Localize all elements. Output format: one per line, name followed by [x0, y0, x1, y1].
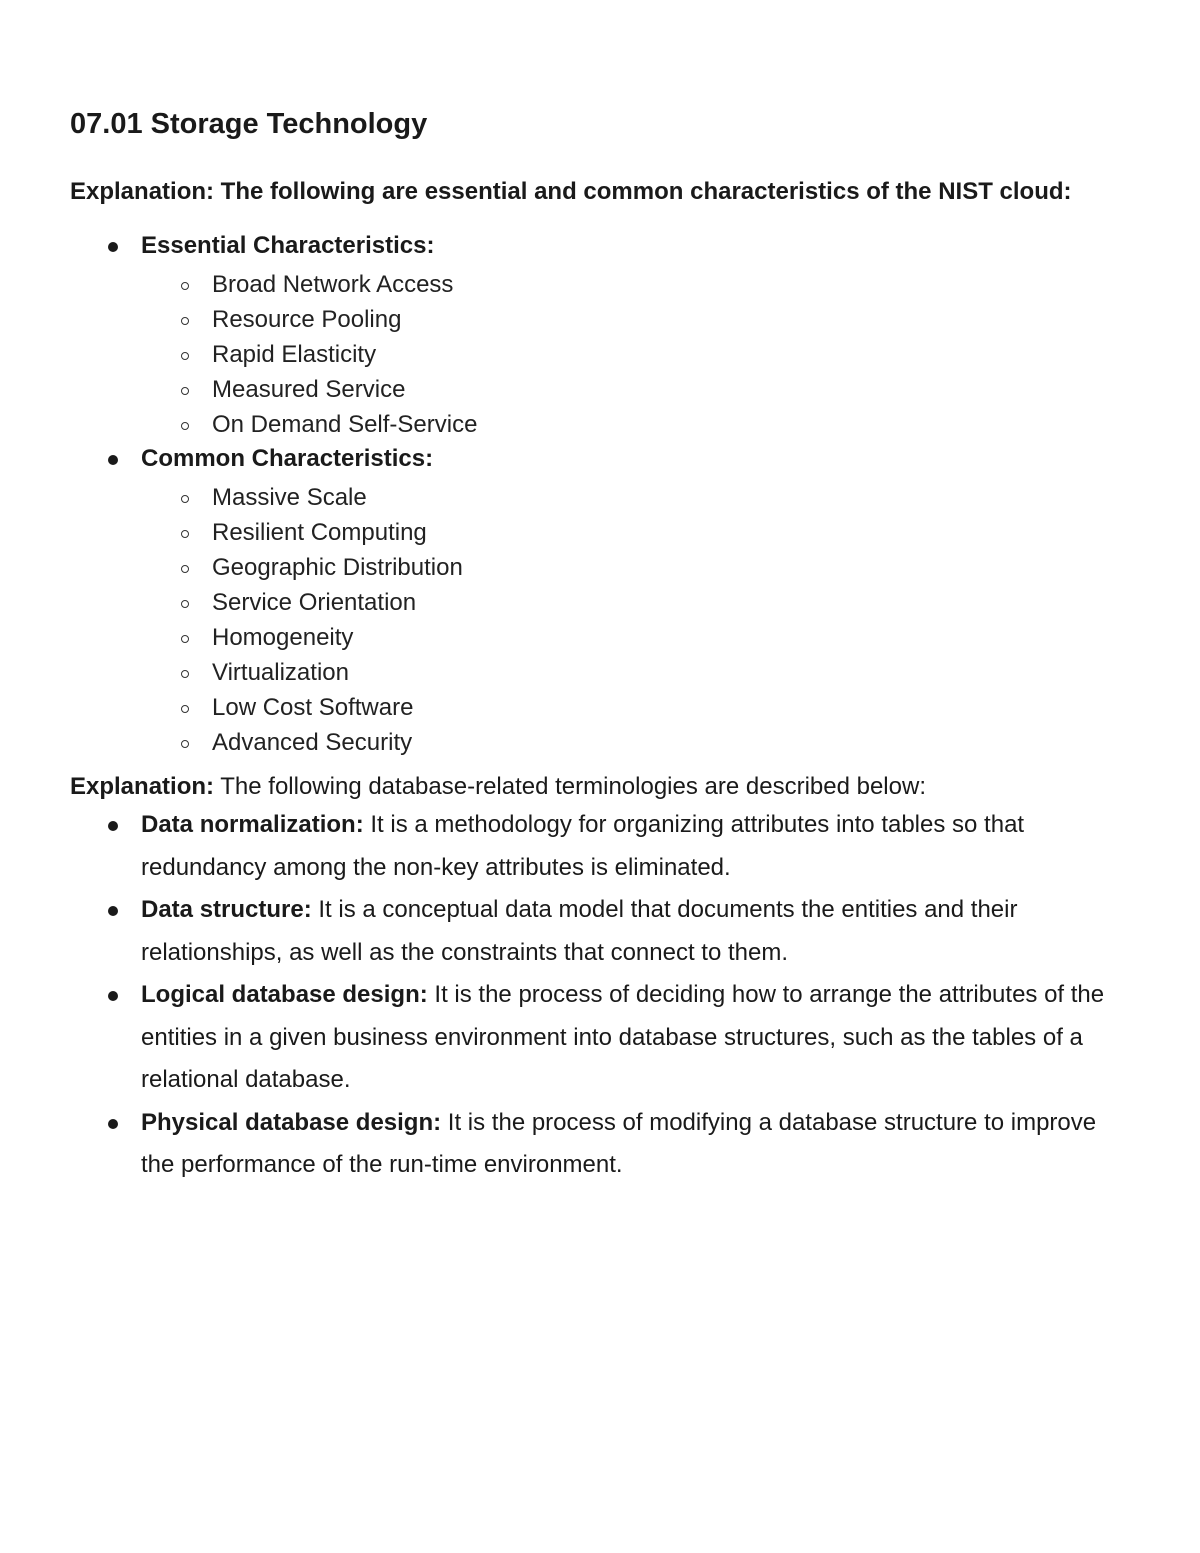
common-items — [141, 480, 1120, 760]
explanation-text: The following database-related terminologies are described below: — [214, 773, 926, 800]
list-item: Low Cost Software — [141, 690, 1120, 725]
list-item: Virtualization — [141, 655, 1120, 690]
circle-bullet-icon — [181, 282, 189, 290]
list-item: Resilient Computing — [141, 515, 1120, 550]
explanation-label: Explanation: — [70, 773, 215, 800]
list-item: Measured Service — [141, 372, 1120, 407]
list-item: Advanced Security — [141, 725, 1120, 760]
essential-heading: Essential Characteristics: — [141, 232, 435, 259]
list-item: On Demand Self-Service — [141, 407, 1120, 442]
term-item — [70, 889, 1121, 974]
essential-items — [141, 267, 1120, 442]
page-title: 07.01 Storage Technology — [70, 108, 428, 140]
circle-bullet-icon — [181, 705, 189, 713]
bullet-icon — [108, 242, 118, 252]
circle-bullet-icon — [181, 530, 189, 538]
common-characteristics — [70, 442, 1120, 760]
characteristics-list — [70, 229, 1120, 760]
term-definition: It is a conceptual data model that documents the entities and their relationships, as well as the constraints that connect to them. — [141, 896, 1018, 966]
bullet-icon — [108, 821, 118, 831]
list-item: Broad Network Access — [141, 267, 1120, 302]
explanation-database — [70, 770, 1120, 804]
circle-bullet-icon — [181, 600, 189, 608]
term-definition: It is a methodology for organizing attributes into tables so that redundancy among the non-key attributes is eliminated. — [141, 811, 1025, 881]
common-heading: Common Characteristics: — [141, 445, 434, 472]
circle-bullet-icon — [181, 387, 189, 395]
circle-bullet-icon — [181, 635, 189, 643]
list-item: Rapid Elasticity — [141, 337, 1120, 372]
bullet-icon — [108, 1119, 118, 1129]
circle-bullet-icon — [181, 352, 189, 360]
terms-list — [70, 804, 1120, 1187]
explanation-nist: Explanation: The following are essential and common characteristics of the NIST cloud: — [70, 178, 1072, 205]
term-label: Physical database design: — [141, 1108, 442, 1136]
term-label: Logical database design: — [141, 981, 428, 1008]
bullet-icon — [108, 991, 118, 1001]
bullet-icon — [108, 906, 118, 916]
circle-bullet-icon — [181, 317, 189, 325]
circle-bullet-icon — [181, 422, 189, 430]
term-item — [70, 974, 1121, 1102]
term-item — [70, 804, 1121, 889]
term-item — [70, 1102, 1121, 1187]
circle-bullet-icon — [181, 740, 189, 748]
list-item: Massive Scale — [141, 480, 1120, 515]
list-item: Homogeneity — [141, 620, 1120, 655]
circle-bullet-icon — [181, 670, 189, 678]
term-label: Data structure: — [141, 896, 312, 923]
term-definition: It is the process of deciding how to arrange the attributes of the entities in a given business environment into database structures, such as the tables of a relational database. — [141, 981, 1105, 1093]
circle-bullet-icon — [181, 495, 189, 503]
essential-characteristics — [70, 229, 1120, 442]
list-item: Service Orientation — [141, 585, 1120, 620]
list-item: Geographic Distribution — [141, 550, 1120, 585]
bullet-icon — [108, 455, 118, 465]
list-item: Resource Pooling — [141, 302, 1120, 337]
term-definition: It is the process of modifying a database structure to improve the performance of the run-time environment. — [141, 1108, 1097, 1178]
circle-bullet-icon — [181, 565, 189, 573]
term-label: Data normalization: — [141, 811, 364, 838]
